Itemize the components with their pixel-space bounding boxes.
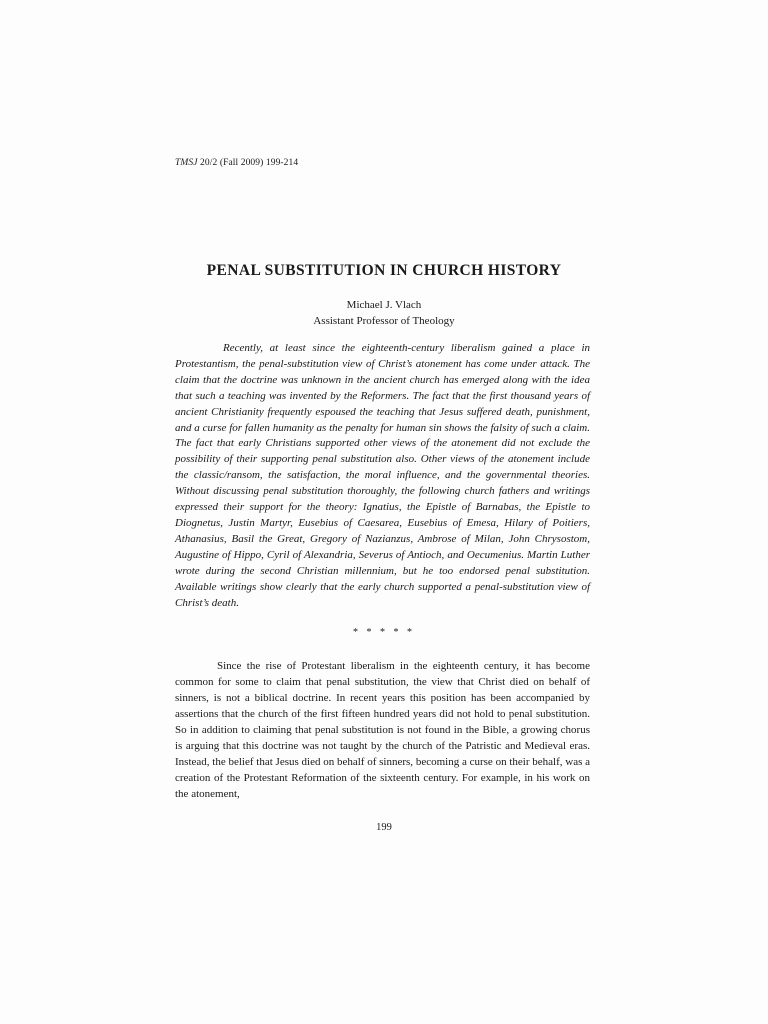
page-number: 199 — [376, 822, 392, 833]
section-separator: * * * * * — [353, 627, 415, 638]
abstract-paragraph: Recently, at least since the eighteenth-century liberalism gained a place in Protestantism, the penal-substitution view of Christ’s atonement has come under attack. The claim that the doctrine was unknown in the ancient church has emerged along with the idea that such a teaching was invented by the Reformers. The fact that the first thousand years of ancient Christianity frequently espoused the teaching that Jesus suffered death, punishment, and a curse for fallen humanity as the penalty for human sin shows the falsity of such a claim. The fact that early Christians supported other views of the atonement did not exclude the possibility of their supporting penal substitution also. Other views of the atonement include the classic/ransom, the satisfaction, the moral influence, and the governmental theories. Without discussing penal substitution thoroughly, the following church fathers and writings expressed their support for the theory: Ignatius, the Epistle of Barnabas, the Epistle to Diognetus, Justin Martyr, Eusebius of Caesarea, Eusebius of Emesa, Hilary of Poitiers, Athanasius, Basil the Great, Gregory of Nazianzus, Ambrose of Milan, John Chrysostom, Augustine of Hippo, Cyril of Alexandria, Severus of Antioch, and Oecumenius. Martin Luther wrote during the second Christian millennium, but he too endorsed penal substitution. Available writings show clearly that the early church supported a penal-substitution view of Christ’s death. — [175, 342, 590, 609]
citation-details: 20/2 (Fall 2009) 199-214 — [197, 158, 299, 168]
body-paragraph: Since the rise of Protestant liberalism in the eighteenth century, it has become common for some to claim that penal substitution, the view that Christ died on behalf of sinners, is not a biblical doctrine. In recent years this position has been accompanied by assertions that the church of the first fifteen hundred years did not hold to penal substitution. So in addition to claiming that penal substitution is not found in the Bible, a growing chorus is arguing that this doctrine was not taught by the church of the Patristic and Medieval eras. Instead, the belief that Jesus died on behalf of sinners, becoming a curse on their behalf, was a creation of the Protestant Reformation of the sixteenth century. For example, in his work on the atonement, — [175, 660, 590, 800]
author-block — [0, 297, 768, 329]
article-title: PENAL SUBSTITUTION IN CHURCH HISTORY — [206, 262, 562, 279]
journal-abbreviation: TMSJ — [175, 158, 198, 168]
author-title: Assistant Professor of Theology — [313, 315, 455, 327]
author-name: Michael J. Vlach — [346, 299, 422, 311]
journal-citation — [175, 158, 298, 168]
